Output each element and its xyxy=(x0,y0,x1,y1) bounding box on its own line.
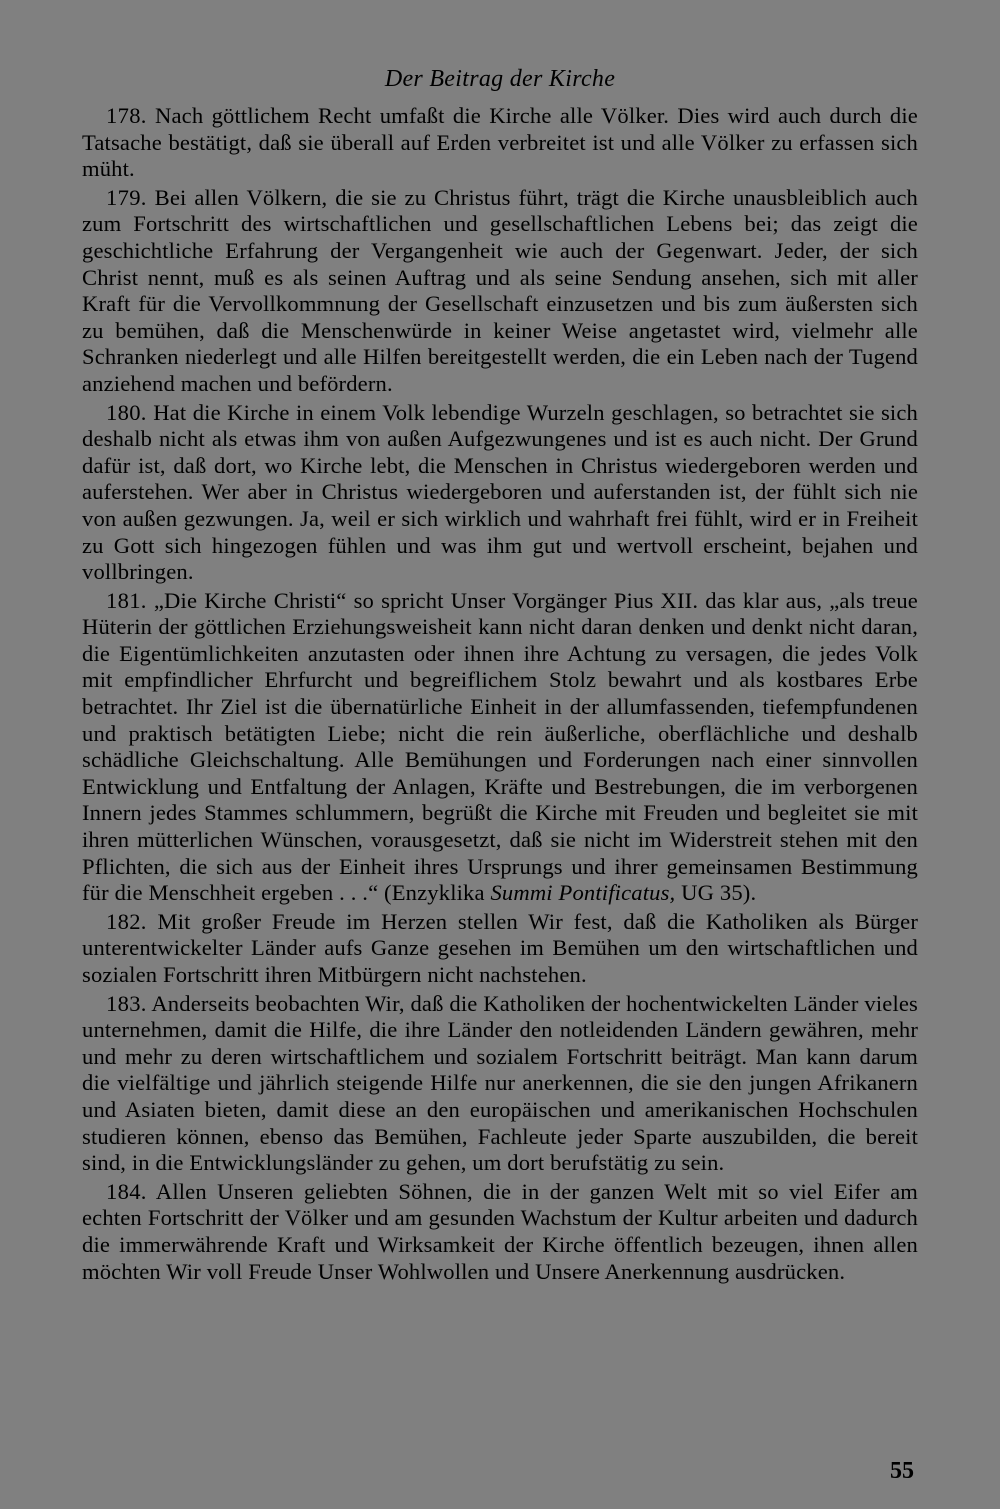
paragraph-text: Nach göttlichem Recht umfaßt die Kirche alle Völker. Dies wird auch durch die Tatsache bestätigt, daß sie überall auf Erden verbreitet ist und alle Völker zu erfassen sich müht. xyxy=(82,103,918,182)
paragraph-number: 183. xyxy=(106,990,147,1016)
paragraph-number: 184. xyxy=(106,1178,147,1204)
paragraph-number: 180. xyxy=(106,399,147,425)
paragraph-178 xyxy=(82,103,918,183)
paragraph-181 xyxy=(82,588,918,907)
paragraph-number: 181. xyxy=(106,587,147,613)
paragraph-182 xyxy=(82,909,918,989)
paragraph-183 xyxy=(82,991,918,1177)
encyclical-title: Summi Pontificatus, xyxy=(490,880,676,906)
paragraph-text: Mit großer Freude im Herzen stellen Wir fest, daß die Katholiken als Bürger unterentwickelter Länder aufs Ganze gesehen im Bemühen um den wirtschaftlichen und sozialen Fortschritt ihren Mitbürgern nicht nachstehen. xyxy=(82,908,918,987)
paragraph-text: Hat die Kirche in einem Volk lebendige Wurzeln geschlagen, so betrachtet sie sich deshalb nicht als etwas ihm von außen Aufgezwungenes und ist es auch nicht. Der Grund dafür ist, daß dort, wo Kirche lebt, die Menschen in Christus wiedergeboren werden und auferstehen. Wer aber in Christus wiedergeboren und auferstanden ist, der fühlt sich nie von außen gezwungen. Ja, weil er sich wirklich und wahrhaft frei fühlt, wird er in Freiheit zu Gott sich hingezogen fühlen und was ihm gut und wertvoll erscheint, bejahen und vollbringen. xyxy=(82,399,918,585)
paragraph-180 xyxy=(82,400,918,586)
paragraph-text: „Die Kirche Christi“ so spricht Unser Vorgänger Pius XII. das klar aus, „als treue Hüterin der göttlichen Erziehungsweisheit kann nicht daran denken und denkt nicht daran, die Eigentümlichkeiten anzutasten oder ihnen ihre Achtung zu versagen, die jedes Volk mit empfindlicher Ehrfurcht und begreiflichem Stolz bewahrt und als kostbares Erbe betrachtet. Ihr Ziel ist die übernatürliche Einheit in der allumfassenden, tiefempfundenen und praktisch betätigten Liebe; nicht die rein äußerliche, oberflächliche und deshalb schädliche Gleichschaltung. Alle Bemühungen und Forderungen nach einer sinnvollen Entwicklung und Entfaltung der Anlagen, Kräfte und Bestrebungen, die im verborgenen Innern jedes Stammes schlummern, begrüßt die Kirche mit Freuden und begleitet sie mit ihren mütterlichen Wünschen, vorausgesetzt, daß sie nicht im Widerstreit stehen mit den Pflichten, die sich aus der Einheit ihres Ursprungs und ihrer gemeinsamen Bestimmung für die Menschheit ergeben . . .“ (Enzyklika xyxy=(82,587,918,906)
paragraph-number: 179. xyxy=(106,184,147,210)
paragraph-text: Allen Unseren geliebten Söhnen, die in der ganzen Welt mit so viel Eifer am echten Fortschritt der Völker und am gesunden Wachstum der Kultur arbeiten und dadurch die immerwährende Kraft und Wirksamkeit der Kirche öffentlich bezeugen, ihnen allen möchten Wir voll Freude Unser Wohlwollen und Unsere Anerkennung ausdrücken. xyxy=(82,1178,918,1284)
paragraph-text-after: UG 35). xyxy=(675,880,757,906)
running-head: Der Beitrag der Kirche xyxy=(384,66,616,92)
page-number: 55 xyxy=(890,1458,914,1484)
paragraph-text: Bei allen Völkern, die sie zu Christus führt, trägt die Kirche unausbleiblich auch zum Fortschritt des wirtschaftlichen und gesellschaftlichen Lebens bei; das zeigt die geschichtliche Erfahrung der Vergangenheit wie auch der Gegenwart. Jeder, der sich Christ nennt, muß es als seinen Auftrag und als seine Sendung ansehen, sich mit aller Kraft für die Vervollkommnung der Gesellschaft einzusetzen und bis zum äußersten sich zu bemühen, daß die Menschenwürde in keiner Weise angetastet wird, vielmehr alle Schranken niederlegt und alle Hilfen bereitgestellt werden, die ein Leben nach der Tugend anziehend machen und befördern. xyxy=(82,184,918,396)
paragraph-179 xyxy=(82,185,918,398)
paragraph-text: Anderseits beobachten Wir, daß die Katholiken der hochentwickelten Länder vieles unternehmen, damit die Hilfe, die ihre Länder den notleidenden Ländern gewähren, mehr und mehr zu deren wirtschaftlichem und sozialem Fortschritt beiträgt. Man kann darum die vielfältige und jährlich steigende Hilfe nur anerkennen, die sie den jungen Afrikanern und Asiaten bieten, damit diese an den europäischen und amerikanischen Hochschulen studieren können, ebenso das Bemühen, Fachleute jeder Sparte auszubilden, die bereit sind, in die Entwicklungsländer zu gehen, um dort berufstätig zu sein. xyxy=(82,990,918,1176)
paragraph-184 xyxy=(82,1179,918,1285)
body-text xyxy=(82,103,918,1285)
paragraph-number: 178. xyxy=(106,103,147,128)
paragraph-number: 182. xyxy=(106,908,147,934)
